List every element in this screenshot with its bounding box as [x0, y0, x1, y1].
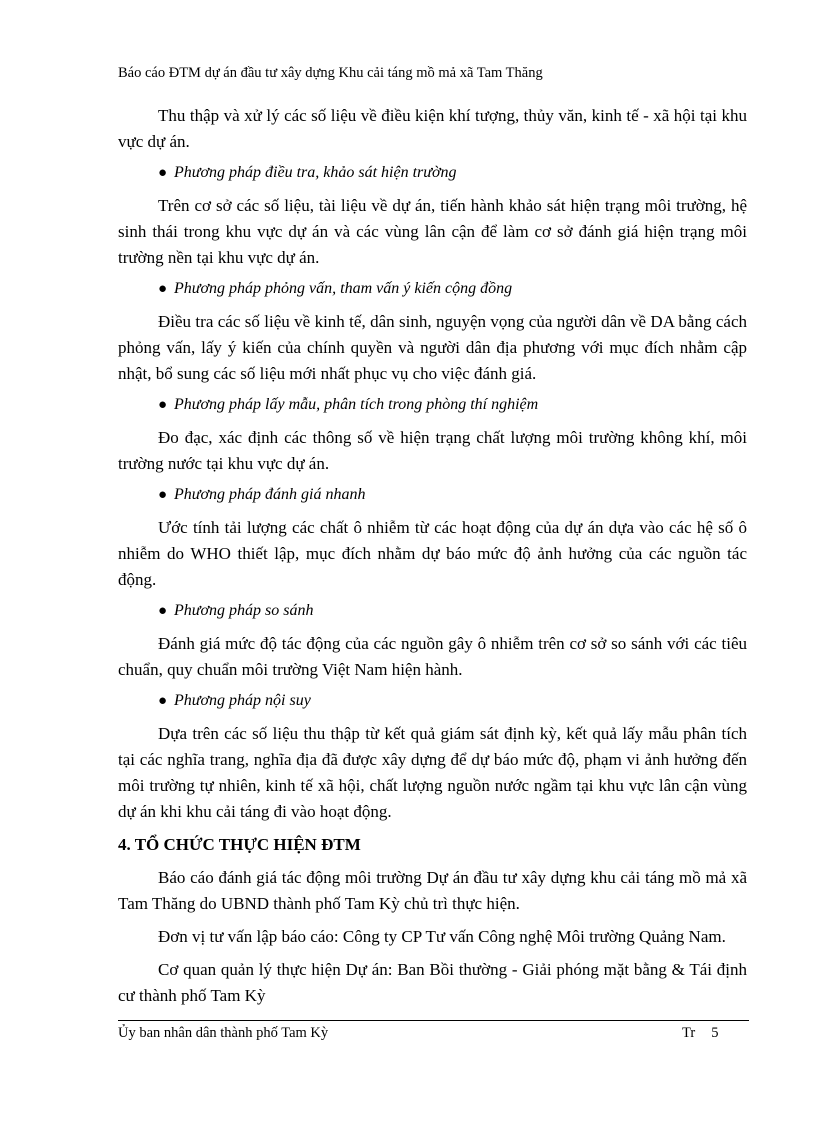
- paragraph-intro: Thu thập và xử lý các số liệu về điều kiện khí tượng, thủy văn, kinh tế - xã hội tại khu vực dự án.: [118, 106, 747, 151]
- bullet-text: Phương pháp phỏng vấn, tham vấn ý kiến cộng đồng: [174, 280, 513, 297]
- bullet-dot-icon: ●: [158, 693, 168, 709]
- bullet-item: [118, 278, 747, 300]
- paragraph: Cơ quan quản lý thực hiện Dự án: Ban Bồi thường - Giải phóng mặt bằng & Tái định cư thành phố Tam Kỳ: [118, 960, 747, 1005]
- page-number-value: 5: [711, 1025, 719, 1041]
- footer-organization: Ủy ban nhân dân thành phố Tam Kỳ: [118, 1025, 329, 1041]
- bullet-text: Phương pháp nội suy: [174, 692, 311, 709]
- page-label: Tr: [682, 1025, 696, 1041]
- paragraph: Báo cáo đánh giá tác động môi trường Dự án đầu tư xây dựng khu cải táng mồ mả xã Tam Thăng do UBND thành phố Tam Kỳ chủ trì thực hiện.: [118, 868, 747, 913]
- section-heading: 4. TỔ CHỨC THỰC HIỆN ĐTM: [118, 835, 361, 854]
- bullet-dot-icon: ●: [158, 165, 168, 181]
- paragraph: Đo đạc, xác định các thông số về hiện trạng chất lượng môi trường không khí, môi trường nước tại khu vực dự án.: [118, 428, 747, 473]
- bullet-text: Phương pháp so sánh: [174, 602, 314, 619]
- bullet-dot-icon: ●: [158, 487, 168, 503]
- paragraph: Đánh giá mức độ tác động của các nguồn gây ô nhiễm trên cơ sở so sánh với các tiêu chuẩn, quy chuẩn môi trường Việt Nam hiện hành.: [118, 634, 747, 679]
- bullet-item: [118, 394, 747, 416]
- bullet-dot-icon: ●: [158, 397, 168, 413]
- paragraph: Trên cơ sở các số liệu, tài liệu về dự án, tiến hành khảo sát hiện trạng môi trường, hệ sinh thái trong khu vực dự án và các vùng lân cận để làm cơ sở đánh giá hiện trạng môi trường nền tại khu vực dự án.: [118, 196, 747, 267]
- bullet-dot-icon: ●: [158, 281, 168, 297]
- page-number: [682, 1023, 718, 1043]
- bullet-text: Phương pháp lấy mẫu, phân tích trong phòng thí nghiệm: [174, 396, 539, 413]
- bullet-dot-icon: ●: [158, 603, 168, 619]
- paragraph: Dựa trên các số liệu thu thập từ kết quả giám sát định kỳ, kết quả lấy mẫu phân tích tại các nghĩa trang, nghĩa địa đã được xây dựng để dự báo mức độ, phạm vi ảnh hưởng đến môi trường tự nhiên, kinh tế xã hội, chất lượng nguồn nước ngầm tại khu vực lân cận vùng dự án khi khu cải táng đi vào hoạt động.: [118, 724, 747, 821]
- paragraph: Ước tính tải lượng các chất ô nhiễm từ các hoạt động của dự án dựa vào các hệ số ô nhiễm do WHO thiết lập, mục đích nhằm dự báo mức độ ảnh hưởng của các nguồn tác động.: [118, 518, 747, 589]
- page-header: Báo cáo ĐTM dự án đầu tư xây dựng Khu cải táng mồ mả xã Tam Thăng: [118, 65, 543, 81]
- bullet-item: [118, 484, 747, 506]
- bullet-item: [118, 600, 747, 622]
- bullet-text: Phương pháp điều tra, khảo sát hiện trường: [174, 164, 457, 181]
- paragraph: Điều tra các số liệu về kinh tế, dân sinh, nguyện vọng của người dân về DA bằng cách phỏng vấn, lấy ý kiến của chính quyền và người dân địa phương với mục đích nhằm cập nhật, bổ sung các số liệu mới nhất phục vụ cho việc đánh giá.: [118, 312, 747, 383]
- bullet-item: [118, 690, 747, 712]
- footer-divider: [118, 1020, 749, 1021]
- bullet-text: Phương pháp đánh giá nhanh: [174, 486, 366, 503]
- document-body: [118, 103, 747, 1016]
- bullet-item: [118, 162, 747, 184]
- paragraph: Đơn vị tư vấn lập báo cáo: Công ty CP Tư vấn Công nghệ Môi trường Quảng Nam.: [158, 927, 726, 946]
